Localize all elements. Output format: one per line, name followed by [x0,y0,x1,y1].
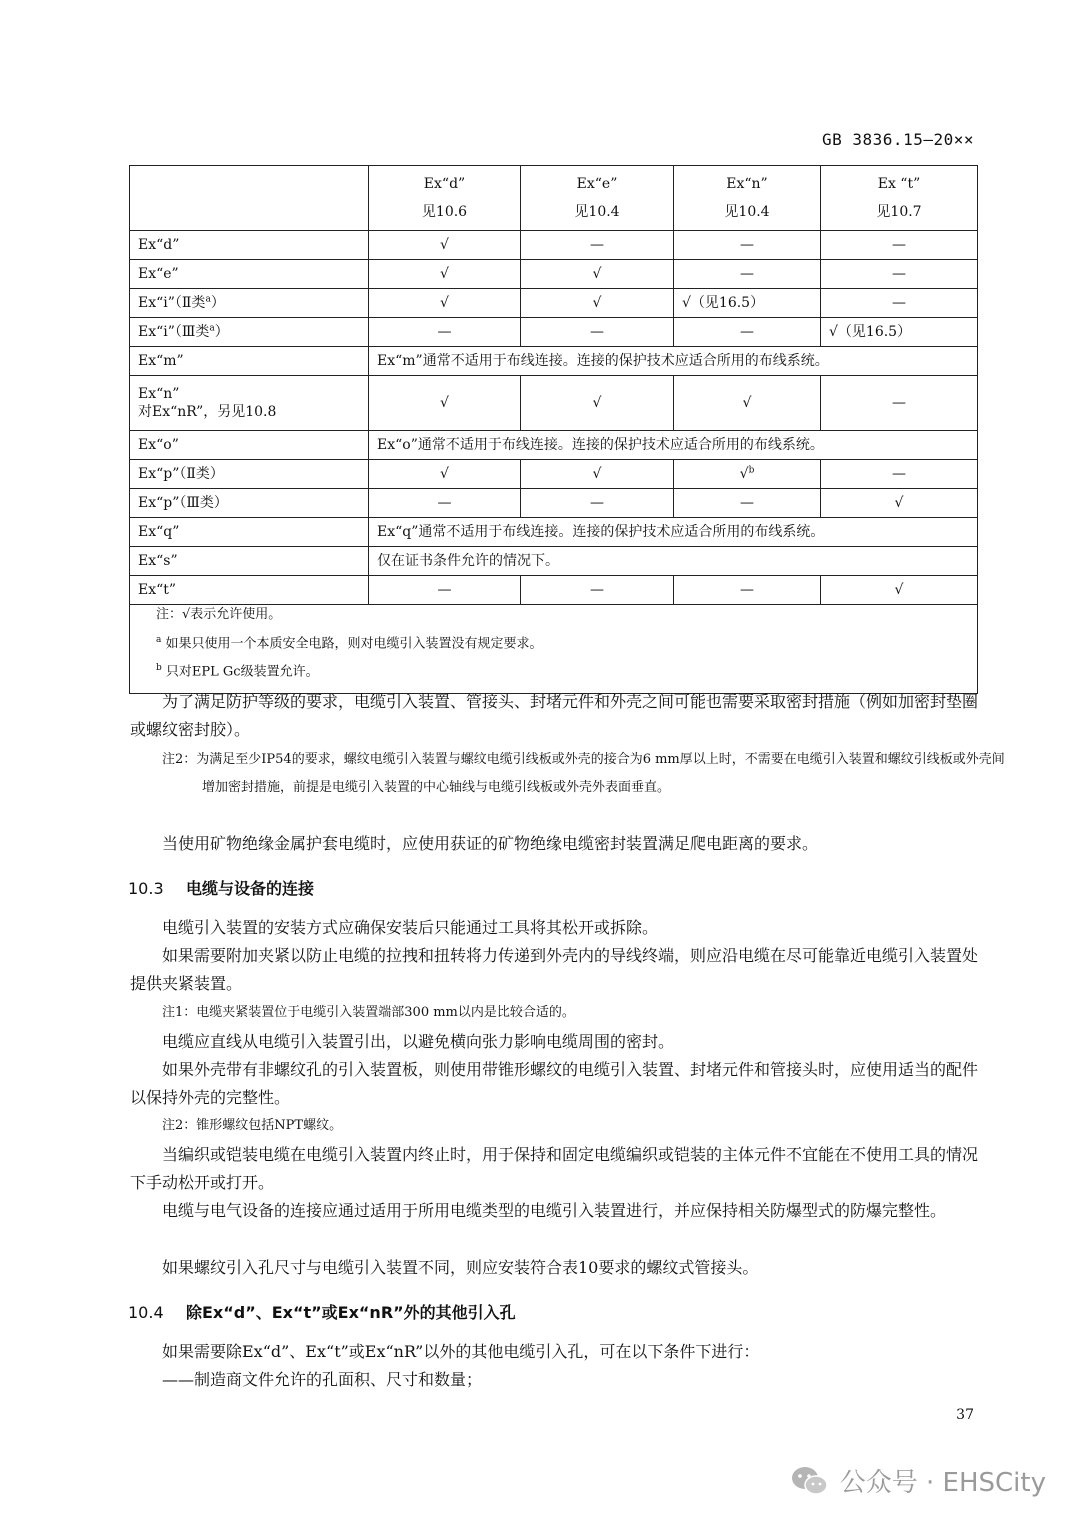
wechat-icon [790,1464,830,1498]
paragraph: 为了满足防护等级的要求，电缆引入装置、管接头、封堵元件和外壳之间可能也需要采取密封措施（例如加密封垫圈或螺纹密封胶）。 [130,692,979,739]
paragraph: 当使用矿物绝缘金属护套电缆时，应使用获证的矿物绝缘电缆密封装置满足爬电距离的要求。 [162,834,819,853]
paragraph: 电缆与电气设备的连接应通过适用于所用电缆类型的电缆引入装置进行，并应保持相关防爆型式的防爆完整性。 [162,1201,947,1220]
table-cell: — [521,318,674,347]
table-cell: √（见16.5） [821,318,978,347]
table-cell: — [674,489,821,518]
table-cell: — [521,489,674,518]
table-row [130,231,978,260]
table-cell: — [821,376,978,431]
table-cell: √ [821,489,978,518]
note: 注2：锥形螺纹包括NPT螺纹。 [162,1118,343,1133]
note: 注1：电缆夹紧装置位于电缆引入装置端部300 mm以内是比较合适的。 [162,1005,575,1020]
row-label: Ex“n” 对Ex“nR”，另见10.8 [130,376,369,431]
paragraph: 如果螺纹引入孔尺寸与电缆引入装置不同，则应安装符合表10要求的螺纹式管接头。 [162,1258,759,1277]
paragraph: 电缆引入装置的安装方式应确保安装后只能通过工具将其松开或拆除。 [162,918,659,937]
table-cell: — [821,289,978,318]
table-cell: √ [674,376,821,431]
row-label: Ex“p”（Ⅲ类） [130,489,369,518]
row-label: Ex“i”（Ⅱ类$^a$） [130,289,369,318]
table-cell: — [674,260,821,289]
paragraph: 如果需要除Ex“d”、Ex“t”或Ex“nR”以外的其他电缆引入孔，可在以下条件下进行： [162,1342,760,1361]
row-label: Ex“p”（Ⅱ类） [130,460,369,489]
column-header: Ex“d” 见10.6 [369,166,521,231]
table-cell: √ [821,576,978,605]
table-notes-row [130,605,978,694]
table-row [130,376,978,431]
column-header: Ex“n” 见10.4 [674,166,821,231]
table-row [130,518,978,547]
table-cell: √ [521,460,674,489]
paragraph: 如果需要附加夹紧以防止电缆的拉拽和扭转将力传递到外壳内的导线终端，则应沿电缆在尽可能靠近电缆引入装置处提供夹紧装置。 [130,946,979,993]
watermark [790,1462,1046,1499]
table-cell: √ [369,260,521,289]
table-footnote-b: $^b$ 只对EPL Gc级装置允许。 [156,663,319,680]
table-row [130,576,978,605]
row-label: Ex“d” [130,231,369,260]
table-cell: — [369,489,521,518]
table-row [130,460,978,489]
table-footnote-a: $^a$ 如果只使用一个本质安全电路，则对电缆引入装置没有规定要求。 [156,635,543,652]
table-span-cell: Ex“m”通常不适用于布线连接。连接的保护技术应适合所用的布线系统。 [369,347,978,376]
column-header: Ex “t” 见10.7 [821,166,978,231]
page-number: 37 [956,1407,974,1423]
table-cell: — [821,460,978,489]
table-cell: √（见16.5） [674,289,821,318]
watermark-text: 公众号 · EHSCity [839,1468,1046,1498]
table-row [130,289,978,318]
section-heading-10-4: 10.4 除Ex“d”、Ex“t”或Ex“nR”外的其他引入孔 [128,1303,516,1322]
table-cell: — [674,318,821,347]
table-cell: — [821,260,978,289]
row-label: Ex“o” [130,431,369,460]
protection-compatibility-table [129,165,978,694]
table-cell: — [521,576,674,605]
table-cell: √ [369,460,521,489]
table-row [130,318,978,347]
row-label: Ex“s” [130,547,369,576]
table-span-cell: 仅在证书条件允许的情况下。 [369,547,978,576]
table-cell: √$^b$ [674,460,821,489]
table-row [130,260,978,289]
row-label: Ex“t” [130,576,369,605]
row-label: Ex“i”（Ⅲ类$^a$） [130,318,369,347]
list-item: ——制造商文件允许的孔面积、尺寸和数量； [162,1370,483,1389]
table-cell: √ [369,376,521,431]
table-cell: — [674,231,821,260]
table-cell: — [674,576,821,605]
table-row [130,489,978,518]
table-row [130,347,978,376]
row-label: Ex“e” [130,260,369,289]
row-label: Ex“q” [130,518,369,547]
section-heading-10-3: 10.3 电缆与设备的连接 [128,879,315,898]
table-cell: — [369,576,521,605]
table-header-row [130,166,978,231]
paragraph: 当编织或铠装电缆在电缆引入装置内终止时，用于保持和固定电缆编织或铠装的主体元件不宜能在不使用工具的情况下手动松开或打开。 [130,1145,979,1192]
row-label: Ex“m” [130,347,369,376]
paragraph: 如果外壳带有非螺纹孔的引入装置板，则使用带锥形螺纹的电缆引入装置、封堵元件和管接头时，应使用适当的配件以保持外壳的完整性。 [130,1060,979,1107]
table-notes [130,605,978,694]
table-corner-cell [130,166,369,231]
table-cell: √ [369,231,521,260]
table-cell: — [521,231,674,260]
table-note: 注：√表示允许使用。 [156,607,282,622]
paragraph: 电缆应直线从电缆引入装置引出，以避免横向张力影响电缆周围的密封。 [162,1032,675,1051]
note: 注2：为满足至少IP54的要求，螺纹电缆引入装置与螺纹电缆引线板或外壳的接合为6 mm厚以上时，不需要在电缆引入装置和螺纹引线板或外壳间增加密封措施，前提是电缆引入装置的中心轴线与电缆引线板或外壳外表面垂直。 [162,752,1005,795]
table-row [130,431,978,460]
table-row [130,547,978,576]
table-cell: — [369,318,521,347]
table-cell: √ [521,260,674,289]
table-cell: √ [521,289,674,318]
table-span-cell: Ex“o”通常不适用于布线连接。连接的保护技术应适合所用的布线系统。 [369,431,978,460]
table-cell: — [821,231,978,260]
column-header: Ex“e” 见10.4 [521,166,674,231]
document-code: GB 3836.15—20×× [822,130,974,149]
table-cell: √ [521,376,674,431]
table-cell: √ [369,289,521,318]
table-span-cell: Ex“q”通常不适用于布线连接。连接的保护技术应适合所用的布线系统。 [369,518,978,547]
